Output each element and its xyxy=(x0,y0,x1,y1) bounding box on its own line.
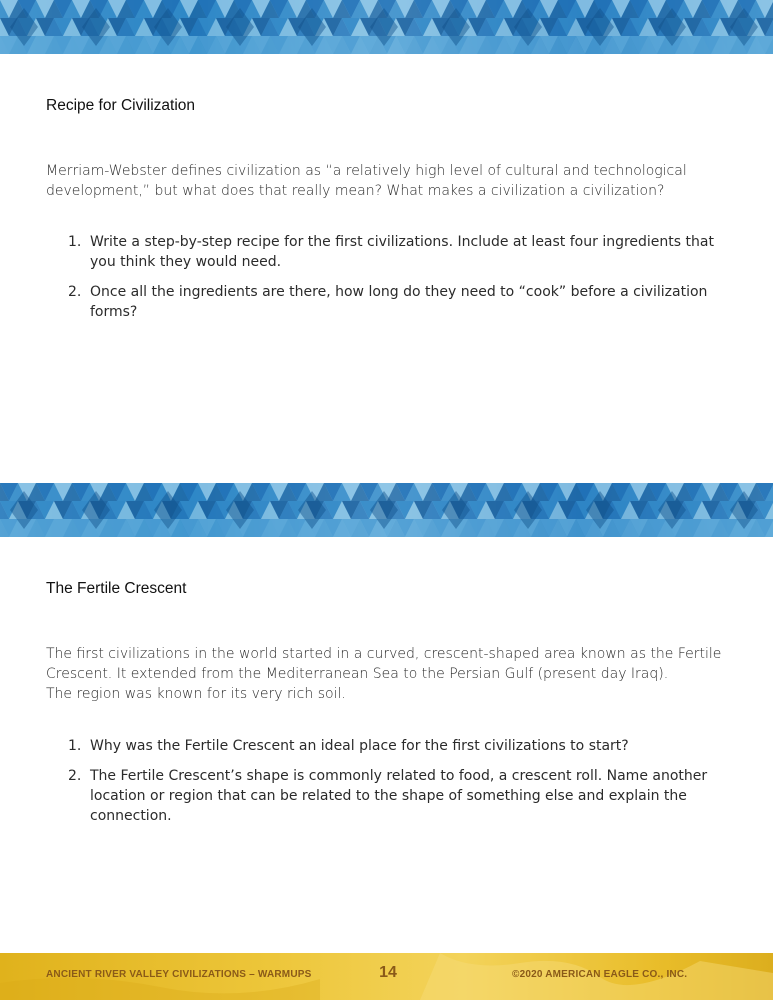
question-text-line: Why was the Fertile Crescent an ideal place for the first civilizations to start? xyxy=(90,738,629,754)
section-title-fertile-crescent: The Fertile Crescent xyxy=(46,580,187,597)
geometric-pattern-graphic xyxy=(0,483,773,537)
question-number: 1. xyxy=(68,738,82,754)
intro-line: The first civilizations in the world started in a curved, crescent-shaped area known as the Fertile xyxy=(46,646,722,662)
question-number: 2. xyxy=(68,284,82,300)
decorative-banner-middle xyxy=(0,483,773,537)
question-text-line: connection. xyxy=(90,808,172,824)
question-item xyxy=(46,232,726,272)
decorative-banner-top xyxy=(0,0,773,54)
question-text-line: The Fertile Crescent’s shape is commonly related to food, a crescent roll. Name another xyxy=(90,768,708,784)
question-item xyxy=(46,736,726,756)
intro-paragraph-recipe xyxy=(46,161,726,201)
question-text-line: forms? xyxy=(90,304,138,320)
page-footer xyxy=(0,953,773,1000)
geometric-pattern-graphic xyxy=(0,0,773,54)
section-title-recipe: Recipe for Civilization xyxy=(46,97,196,114)
footer-book-title: ANCIENT RIVER VALLEY CIVILIZATIONS – WARMUPS xyxy=(46,969,312,980)
question-text-line: location or region that can be related to the shape of something else and explain the xyxy=(90,788,687,804)
question-text-line: you think they would need. xyxy=(90,254,282,270)
footer-copyright: ©2020 AMERICAN EAGLE CO., INC. xyxy=(512,969,688,980)
question-list-recipe xyxy=(46,232,726,332)
question-item xyxy=(46,766,726,826)
question-text-line: Once all the ingredients are there, how long do they need to “cook” before a civilization xyxy=(90,284,708,300)
intro-line: The region was known for its very rich soil. xyxy=(46,686,346,702)
intro-line: Crescent. It extended from the Mediterranean Sea to the Persian Gulf (present day Iraq). xyxy=(46,666,669,682)
question-number: 2. xyxy=(68,768,82,784)
page-number: 14 xyxy=(379,964,397,981)
intro-line: Merriam-Webster defines civilization as “a relatively high level of cultural and technological xyxy=(46,163,687,179)
question-item xyxy=(46,282,726,322)
question-text-line: Write a step-by-step recipe for the first civilizations. Include at least four ingredients that xyxy=(90,234,714,250)
intro-line: development,” but what does that really mean? What makes a civilization a civilization? xyxy=(46,183,665,199)
intro-paragraph-fertile-crescent xyxy=(46,644,726,704)
question-number: 1. xyxy=(68,234,82,250)
question-list-fertile-crescent xyxy=(46,736,726,836)
